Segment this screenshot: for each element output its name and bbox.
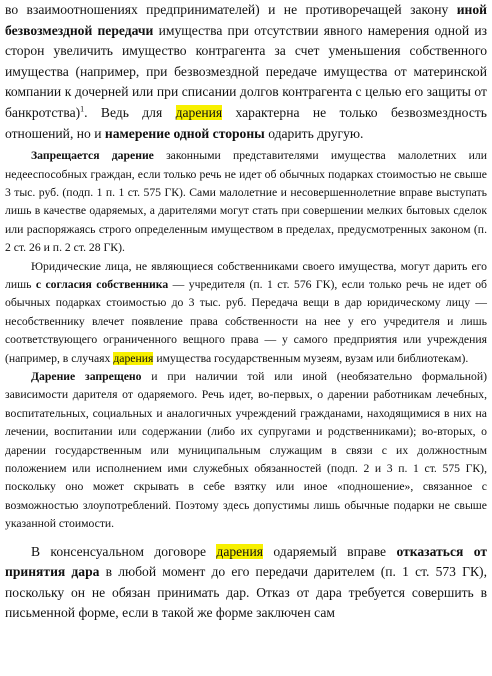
paragraph-legal-entities	[5, 258, 487, 368]
text: и при наличии той или иной (необязательно формальной) зависимости дарителя от одаряемого. Речь идет, во-первых, о дарении работникам лечебных, воспитательных, социальных и аналогичных учреждений гражданами, находящимися в них на лечении, воспитании или содержании (либо их супругами и родственниками); во-вторых, о дарении государственным или муниципальным служащим в связи с их должностным положением или исполнением ими служебных обязанностей (подп. 2 и 3 п. 1 ст. 575 ГК), поскольку оно может скрывать в себе взятку или иное «подношение», связанное с возможностью злоупотреблений. Поэтому здесь допустимы лишь обычные подарки не свыше указанной стоимости.	[5, 370, 487, 531]
paragraph-intro	[5, 0, 487, 144]
text: законными представителями имущества малолетних или недееспособных граждан, если только речь не идет об обычных подарках стоимостью не свыше 3 тыс. руб. (подп. 1 п. 1 ст. 575 ГК). Сами малолетние и несовершеннолетние вправе выступать лишь в качестве одаряемых, а дарителями могут стать при совершении мелких бытовых сделок или распоряжаясь строго определенным имуществом в пределах, предусмотренных законом (п. 2 ст. 26 и п. 2 ст. 28 ГК).	[5, 149, 487, 255]
text: характерна не только безвозмездность отношений, но и	[5, 104, 487, 141]
highlighted-term: дарения	[113, 351, 154, 365]
bold-term: Дарение запрещено	[31, 370, 142, 384]
highlighted-term: дарения	[216, 543, 263, 559]
text: Юридические лица, не являющиеся собственниками своего имущества, могут дарить его лишь	[5, 259, 487, 291]
text: В консенсуальном договоре	[31, 543, 217, 559]
text: во взаимоотношениях предпринимателей) и не противоречащей закону	[5, 2, 457, 17]
footnote-marker: 1	[80, 104, 85, 114]
paragraph-dependency	[5, 368, 487, 534]
bold-term: Запрещается дарение	[31, 149, 154, 163]
text: . Ведь для	[84, 104, 176, 120]
paragraph-prohibition	[5, 147, 487, 257]
bold-term: иной безвозмездной передачи	[5, 2, 487, 38]
text: имущества при отсутствии явного намерения одной из сторон увеличить имущество контрагента за счет уменьшения собственного имущества (например, при безвозмездной передаче имущества от материнской компании к дочерней или при списании долгов контрагента с целью его защиты от банкротства)	[5, 22, 487, 120]
text: имущества государственным музеям, вузам или библиотекам).	[153, 351, 469, 365]
paragraph-refusal	[5, 542, 487, 624]
bold-term: отказаться от принятия дара	[5, 543, 487, 580]
bold-term: намерение одной стороны	[104, 125, 265, 141]
bold-term: с согласия собственника	[35, 278, 169, 291]
text: одарить другую.	[264, 125, 364, 141]
text: — учредителя (п. 1 ст. 576 ГК), если только речь не идет об обычных подарках стоимостью до 3 тыс. руб. Передача вещи в дар юридическому лицу — несобственнику влечет появление права собственности на нее у его учредителя и лишь соответствующего ограниченного вещного права — у самого предприятия или учреждения (например, в случаях	[5, 278, 487, 365]
text: одаряемый вправе	[263, 543, 397, 559]
highlighted-term: дарения	[175, 104, 223, 120]
text: в любой момент до его передачи дарителем (п. 1 ст. 573 ГК), поскольку он не обязан принимать дар. Отказ от дара требуется совершить в письменной форме, если в такой же форме заключен сам	[5, 564, 487, 621]
